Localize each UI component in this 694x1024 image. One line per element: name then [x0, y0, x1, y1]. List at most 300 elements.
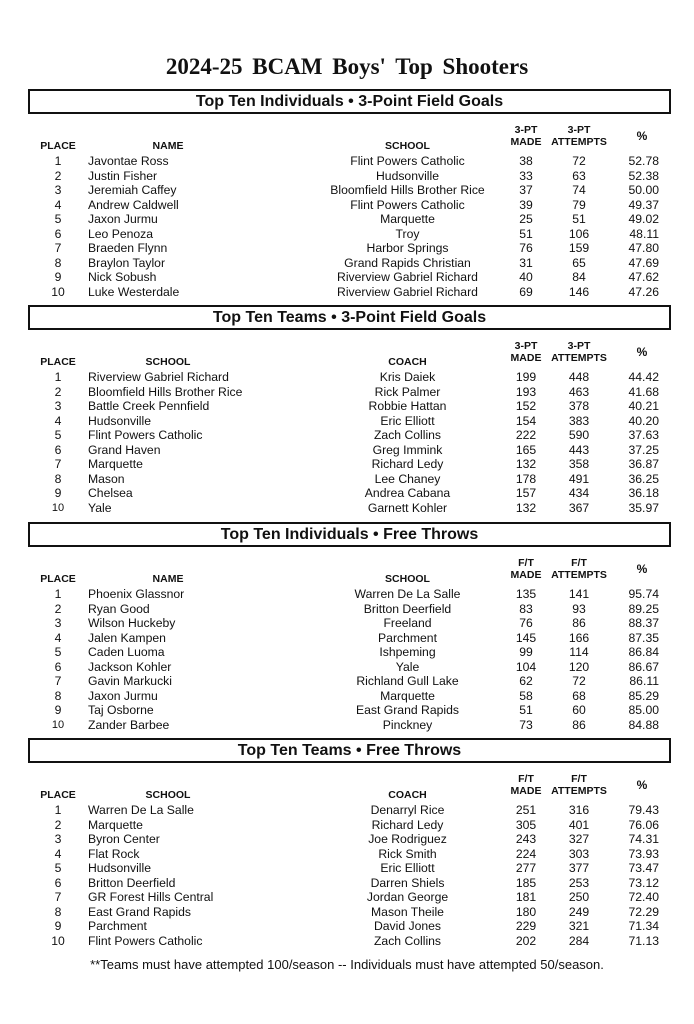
cell-school: David Jones: [373, 919, 442, 933]
cell-name: Jalen Kampen: [88, 630, 166, 645]
cell-name: Marquette: [88, 457, 143, 471]
table-row: [28, 501, 671, 516]
cell-place: 7: [54, 674, 62, 688]
col-header-name: NAME: [152, 140, 184, 152]
cell-pct: 48.11: [629, 226, 659, 241]
cell-made: 193: [515, 384, 537, 399]
table-row: [28, 631, 671, 646]
table-row: [28, 399, 671, 414]
cell-pct: 49.02: [628, 212, 659, 226]
cell-made: 154: [515, 413, 537, 428]
cell-pct: 36.18: [628, 486, 659, 500]
cell-pct: 44.42: [628, 370, 659, 384]
cell-attempts: 72: [572, 154, 586, 168]
col-header-school: COACH: [388, 789, 427, 801]
cell-school: Grand Rapids Christian: [344, 255, 471, 270]
cell-name: Nick Sobush: [88, 270, 157, 284]
table-row: [28, 285, 671, 300]
table-row: [28, 718, 671, 733]
cell-attempts: 448: [568, 370, 590, 384]
cell-attempts: 377: [568, 861, 590, 875]
cell-made: 40: [519, 270, 533, 284]
cell-name: Jaxon Jurmu: [88, 212, 158, 226]
cell-name: Britton Deerfield: [88, 875, 176, 890]
cell-school: Mason Theile: [371, 904, 444, 919]
cell-name: Flint Powers Catholic: [88, 933, 203, 948]
cell-pct: 47.69: [628, 255, 659, 270]
cell-place: 8: [54, 904, 62, 919]
cell-place: 3: [54, 832, 62, 846]
ranking-table: [28, 118, 671, 299]
cell-name: Yale: [88, 500, 112, 515]
cell-attempts: 253: [568, 875, 590, 890]
cell-school: Eric Elliott: [380, 413, 435, 428]
col-header-made-bottom: MADE: [510, 352, 542, 364]
table-header-row: [28, 767, 671, 803]
table-row: [28, 919, 671, 934]
col-header-attempts-bottom: ATTEMPTS: [551, 352, 607, 364]
cell-school: Parchment: [378, 630, 437, 645]
cell-pct: 40.20: [628, 413, 659, 428]
col-header-made-top: F/T: [518, 557, 534, 569]
cell-attempts: 68: [572, 688, 586, 703]
table-row: [28, 183, 671, 198]
section-header: Top Ten Teams • 3-Point Field Goals: [28, 305, 671, 330]
cell-made: 135: [515, 587, 537, 601]
cell-school: Yale: [395, 659, 420, 674]
cell-pct: 49.37: [628, 197, 659, 212]
cell-name: Braylon Taylor: [88, 255, 165, 270]
cell-school: Greg Immink: [372, 442, 443, 457]
table-row: [28, 212, 671, 227]
cell-place: 5: [54, 861, 62, 875]
cell-place: 8: [54, 471, 62, 486]
cell-pct: 37.25: [628, 442, 659, 457]
col-header-made-bottom: MADE: [510, 136, 542, 148]
col-header-made-top: 3-PT: [514, 124, 538, 136]
cell-attempts: 491: [568, 471, 590, 486]
col-header-school: SCHOOL: [385, 573, 430, 585]
cell-attempts: 383: [568, 413, 590, 428]
cell-attempts: 250: [568, 890, 590, 904]
table-row: [28, 934, 671, 949]
cell-school: Hudsonville: [375, 168, 439, 183]
cell-attempts: 146: [568, 284, 590, 299]
col-header-made: [507, 767, 545, 803]
cell-pct: 52.38: [628, 168, 659, 183]
cell-place: 9: [54, 486, 62, 500]
cell-name: Parchment: [88, 919, 147, 933]
cell-name: Grand Haven: [88, 442, 161, 457]
cell-pct: 35.97: [628, 500, 659, 515]
cell-attempts: 316: [568, 803, 590, 817]
cell-made: 185: [515, 875, 537, 890]
cell-school: Eric Elliott: [380, 861, 435, 875]
cell-name: Byron Center: [88, 832, 160, 846]
cell-attempts: 443: [568, 442, 590, 457]
cell-place: 8: [54, 255, 62, 270]
table-row: [28, 154, 671, 169]
cell-attempts: 590: [568, 428, 590, 442]
cell-attempts: 72: [572, 674, 586, 688]
cell-made: 25: [519, 212, 533, 226]
cell-made: 73: [519, 717, 533, 732]
table-row: [28, 169, 671, 184]
cell-name: Riverview Gabriel Richard: [88, 370, 229, 384]
cell-school: Zach Collins: [373, 933, 442, 948]
col-header-name: SCHOOL: [145, 356, 191, 368]
cell-attempts: 74: [572, 183, 586, 197]
cell-attempts: 367: [568, 500, 590, 515]
table-row: [28, 703, 671, 718]
col-header-made: [507, 334, 545, 370]
cell-school: Troy: [395, 226, 420, 241]
section-teams-3pt: [28, 305, 671, 515]
table-row: [28, 241, 671, 256]
cell-pct: 36.25: [628, 471, 659, 486]
cell-place: 9: [54, 919, 62, 933]
cell-made: 39: [519, 197, 533, 212]
cell-name: Justin Fisher: [88, 168, 158, 183]
cell-place: 7: [54, 241, 62, 255]
cell-pct: 73.93: [628, 846, 659, 861]
cell-made: 132: [515, 500, 537, 515]
cell-name: Battle Creek Pennfield: [88, 399, 210, 413]
table-row: [28, 587, 671, 602]
cell-made: 180: [515, 904, 537, 919]
col-header-attempts-top: F/T: [571, 557, 587, 569]
cell-place: 5: [54, 645, 62, 659]
cell-attempts: 106: [568, 226, 590, 241]
col-header-school: COACH: [388, 356, 427, 368]
cell-pct: 50.00: [628, 183, 659, 197]
cell-name: Bloomfield Hills Brother Rice: [88, 384, 243, 399]
cell-name: Phoenix Glassnor: [88, 587, 185, 601]
cell-pct: 72.40: [628, 890, 659, 904]
cell-pct: 89.25: [628, 601, 659, 616]
cell-school: Kris Daiek: [379, 370, 436, 384]
table-row: [28, 689, 671, 704]
col-header-attempts-top: 3-PT: [567, 124, 591, 136]
col-header-attempts-top: F/T: [571, 773, 587, 785]
table-row: [28, 443, 671, 458]
table-row: [28, 645, 671, 660]
cell-place: 10: [51, 284, 65, 299]
cell-pct: 41.68: [628, 384, 659, 399]
cell-name: Luke Westerdale: [88, 284, 180, 299]
cell-name: Andrew Caldwell: [88, 197, 179, 212]
col-header-pct: %: [636, 778, 648, 792]
cell-pct: 71.34: [628, 919, 659, 933]
cell-attempts: 327: [568, 832, 590, 846]
cell-name: Hudsonville: [88, 413, 152, 428]
cell-attempts: 79: [572, 197, 586, 212]
cell-made: 99: [519, 645, 533, 659]
cell-made: 37: [519, 183, 533, 197]
cell-place: 1: [54, 370, 62, 384]
cell-place: 2: [54, 384, 62, 399]
cell-made: 38: [519, 154, 533, 168]
cell-name: Flat Rock: [88, 846, 140, 861]
table-row: [28, 227, 671, 242]
cell-attempts: 378: [568, 399, 590, 413]
cell-made: 165: [515, 442, 537, 457]
col-header-place: PLACE: [40, 573, 76, 585]
cell-pct: 86.84: [628, 645, 659, 659]
cell-school: Warren De La Salle: [354, 587, 461, 601]
cell-school: Britton Deerfield: [363, 601, 452, 616]
table-row: [28, 486, 671, 501]
cell-attempts: 120: [568, 659, 590, 674]
cell-name: Mason: [88, 471, 125, 486]
table-row: [28, 674, 671, 689]
cell-made: 58: [519, 688, 533, 703]
cell-attempts: 358: [568, 457, 590, 471]
cell-name: Chelsea: [88, 486, 133, 500]
cell-place: 5: [54, 428, 62, 442]
cell-school: Riverview Gabriel Richard: [337, 270, 478, 284]
cell-school: Robbie Hattan: [368, 399, 447, 413]
cell-place: 6: [54, 226, 62, 241]
cell-place: 6: [54, 659, 62, 674]
cell-made: 152: [515, 399, 537, 413]
col-header-school: SCHOOL: [385, 140, 430, 152]
cell-place: 8: [54, 688, 62, 703]
cell-place: 7: [54, 890, 62, 904]
cell-attempts: 249: [568, 904, 590, 919]
cell-made: 251: [515, 803, 537, 817]
cell-pct: 40.21: [628, 399, 659, 413]
cell-made: 202: [515, 933, 537, 948]
cell-school: Marquette: [380, 688, 435, 703]
cell-school: Andrea Cabana: [364, 486, 451, 500]
section-header: Top Ten Teams • Free Throws: [28, 738, 671, 763]
cell-made: 104: [515, 659, 537, 674]
section-header: Top Ten Individuals • 3-Point Field Goals: [28, 89, 671, 114]
cell-school: Harbor Springs: [366, 241, 449, 255]
cell-attempts: 93: [572, 601, 586, 616]
table-row: [28, 616, 671, 631]
cell-school: Jordan George: [366, 890, 449, 904]
ranking-table: [28, 551, 671, 732]
cell-attempts: 166: [568, 630, 590, 645]
section-teams-ft: [28, 738, 671, 948]
cell-pct: 47.80: [628, 241, 659, 255]
cell-school: Zach Collins: [373, 428, 442, 442]
cell-attempts: 434: [568, 486, 590, 500]
cell-attempts: 86: [572, 717, 586, 732]
cell-place: 6: [54, 442, 62, 457]
cell-name: GR Forest Hills Central: [88, 890, 214, 904]
table-row: [28, 198, 671, 213]
table-row: [28, 861, 671, 876]
cell-attempts: 51: [572, 212, 586, 226]
cell-place: 3: [54, 399, 62, 413]
cell-attempts: 284: [568, 933, 590, 948]
cell-place: 1: [54, 154, 62, 168]
cell-school: Richard Ledy: [371, 457, 444, 471]
cell-made: 62: [519, 674, 533, 688]
table-header-row: [28, 551, 671, 587]
col-header-name: SCHOOL: [145, 789, 191, 801]
cell-name: Braeden Flynn: [88, 241, 168, 255]
col-header-place: PLACE: [40, 140, 76, 152]
cell-place: 9: [54, 270, 62, 284]
cell-pct: 37.63: [628, 428, 659, 442]
section-header: Top Ten Individuals • Free Throws: [28, 522, 671, 547]
table-row: [28, 818, 671, 833]
col-header-attempts: [545, 551, 613, 587]
cell-made: 145: [515, 630, 537, 645]
cell-pct: 71.13: [628, 933, 659, 948]
cell-made: 76: [519, 616, 533, 630]
table-header-row: [28, 118, 671, 154]
cell-attempts: 141: [568, 587, 590, 601]
cell-school: Riverview Gabriel Richard: [337, 284, 478, 299]
cell-place: 7: [54, 457, 62, 471]
cell-school: Freeland: [383, 616, 432, 630]
cell-attempts: 401: [568, 817, 590, 832]
cell-place: 3: [54, 616, 62, 630]
cell-made: 224: [515, 846, 537, 861]
cell-school: Rick Smith: [378, 846, 437, 861]
cell-place: 2: [54, 817, 62, 832]
cell-name: Leo Penoza: [88, 226, 154, 241]
cell-place: 10: [51, 501, 65, 514]
table-row: [28, 602, 671, 617]
cell-school: Richard Ledy: [371, 817, 444, 832]
cell-name: Zander Barbee: [88, 717, 170, 732]
cell-pct: 87.35: [628, 630, 659, 645]
cell-school: Richland Gull Lake: [356, 674, 459, 688]
table-row: [28, 890, 671, 905]
cell-pct: 76.06: [628, 817, 659, 832]
section-individuals-3pt: [28, 89, 671, 299]
cell-pct: 79.43: [628, 803, 659, 817]
cell-made: 157: [515, 486, 537, 500]
table-row: [28, 370, 671, 385]
table-row: [28, 847, 671, 862]
table-row: [28, 256, 671, 271]
cell-name: Warren De La Salle: [88, 803, 194, 817]
cell-place: 2: [54, 168, 62, 183]
cell-name: Wilson Huckeby: [88, 616, 176, 630]
cell-pct: 85.00: [628, 703, 659, 717]
cell-pct: 88.37: [628, 616, 659, 630]
col-header-attempts: [545, 334, 613, 370]
cell-school: Lee Chaney: [374, 471, 441, 486]
cell-attempts: 60: [572, 703, 586, 717]
cell-pct: 84.88: [628, 717, 659, 732]
cell-pct: 36.87: [628, 457, 659, 471]
cell-pct: 73.47: [628, 861, 659, 875]
table-row: [28, 876, 671, 891]
cell-place: 4: [54, 197, 62, 212]
cell-school: Rick Palmer: [374, 384, 441, 399]
cell-pct: 47.62: [628, 270, 659, 284]
cell-school: Flint Powers Catholic: [350, 197, 465, 212]
cell-name: Taj Osborne: [88, 703, 154, 717]
cell-made: 83: [519, 601, 533, 616]
cell-name: Gavin Markucki: [88, 674, 172, 688]
cell-place: 1: [54, 587, 62, 601]
cell-made: 222: [515, 428, 537, 442]
cell-pct: 86.11: [629, 674, 659, 688]
cell-school: Garnett Kohler: [367, 500, 448, 515]
cell-school: Flint Powers Catholic: [350, 154, 465, 168]
cell-pct: 72.29: [628, 904, 659, 919]
cell-school: Bloomfield Hills Brother Rice: [330, 183, 485, 197]
cell-school: East Grand Rapids: [356, 703, 459, 717]
table-header-row: [28, 334, 671, 370]
col-header-made-top: 3-PT: [514, 340, 538, 352]
cell-school: Denarryl Rice: [370, 803, 445, 817]
col-header-name: NAME: [152, 573, 184, 585]
cell-pct: 47.26: [628, 284, 659, 299]
cell-made: 69: [519, 284, 533, 299]
cell-place: 2: [54, 601, 62, 616]
table-row: [28, 428, 671, 443]
table-row: [28, 270, 671, 285]
cell-attempts: 303: [568, 846, 590, 861]
col-header-place: PLACE: [40, 356, 76, 368]
cell-name: Jaxon Jurmu: [88, 688, 158, 703]
cell-place: 4: [54, 413, 62, 428]
cell-place: 5: [54, 212, 62, 226]
col-header-attempts-bottom: ATTEMPTS: [551, 785, 607, 797]
table-row: [28, 660, 671, 675]
cell-place: 1: [54, 803, 62, 817]
cell-place: 9: [54, 703, 62, 717]
ranking-table: [28, 767, 671, 948]
cell-name: Flint Powers Catholic: [88, 428, 203, 442]
cell-name: Ryan Good: [88, 601, 150, 616]
col-header-made-top: F/T: [518, 773, 534, 785]
table-row: [28, 803, 671, 818]
table-row: [28, 905, 671, 920]
cell-pct: 86.67: [628, 659, 659, 674]
cell-pct: 85.29: [628, 688, 659, 703]
table-row: [28, 472, 671, 487]
cell-school: Ishpeming: [379, 645, 436, 659]
cell-attempts: 321: [568, 919, 590, 933]
cell-attempts: 159: [568, 241, 590, 255]
ranking-table: [28, 334, 671, 515]
cell-pct: 95.74: [628, 587, 659, 601]
cell-made: 51: [519, 226, 533, 241]
cell-school: Pinckney: [382, 717, 433, 732]
table-row: [28, 385, 671, 400]
col-header-attempts-top: 3-PT: [567, 340, 591, 352]
cell-made: 181: [515, 890, 537, 904]
cell-made: 229: [515, 919, 537, 933]
cell-name: East Grand Rapids: [88, 904, 191, 919]
cell-school: Joe Rodriguez: [368, 832, 447, 846]
cell-place: 4: [54, 630, 62, 645]
col-header-pct: %: [636, 129, 648, 143]
page-title: 2024-25 BCAM Boys' Top Shooters: [165, 54, 529, 79]
table-row: [28, 414, 671, 429]
cell-place: 3: [54, 183, 62, 197]
col-header-made: [507, 118, 545, 154]
footnote: **Teams must have attempted 100/season -- Individuals must have attempted 50/season.: [90, 957, 604, 972]
table-row: [28, 832, 671, 847]
cell-attempts: 63: [572, 168, 586, 183]
cell-place: 10: [51, 933, 65, 948]
cell-made: 33: [519, 168, 533, 183]
cell-pct: 74.31: [628, 832, 659, 846]
cell-made: 178: [515, 471, 537, 486]
